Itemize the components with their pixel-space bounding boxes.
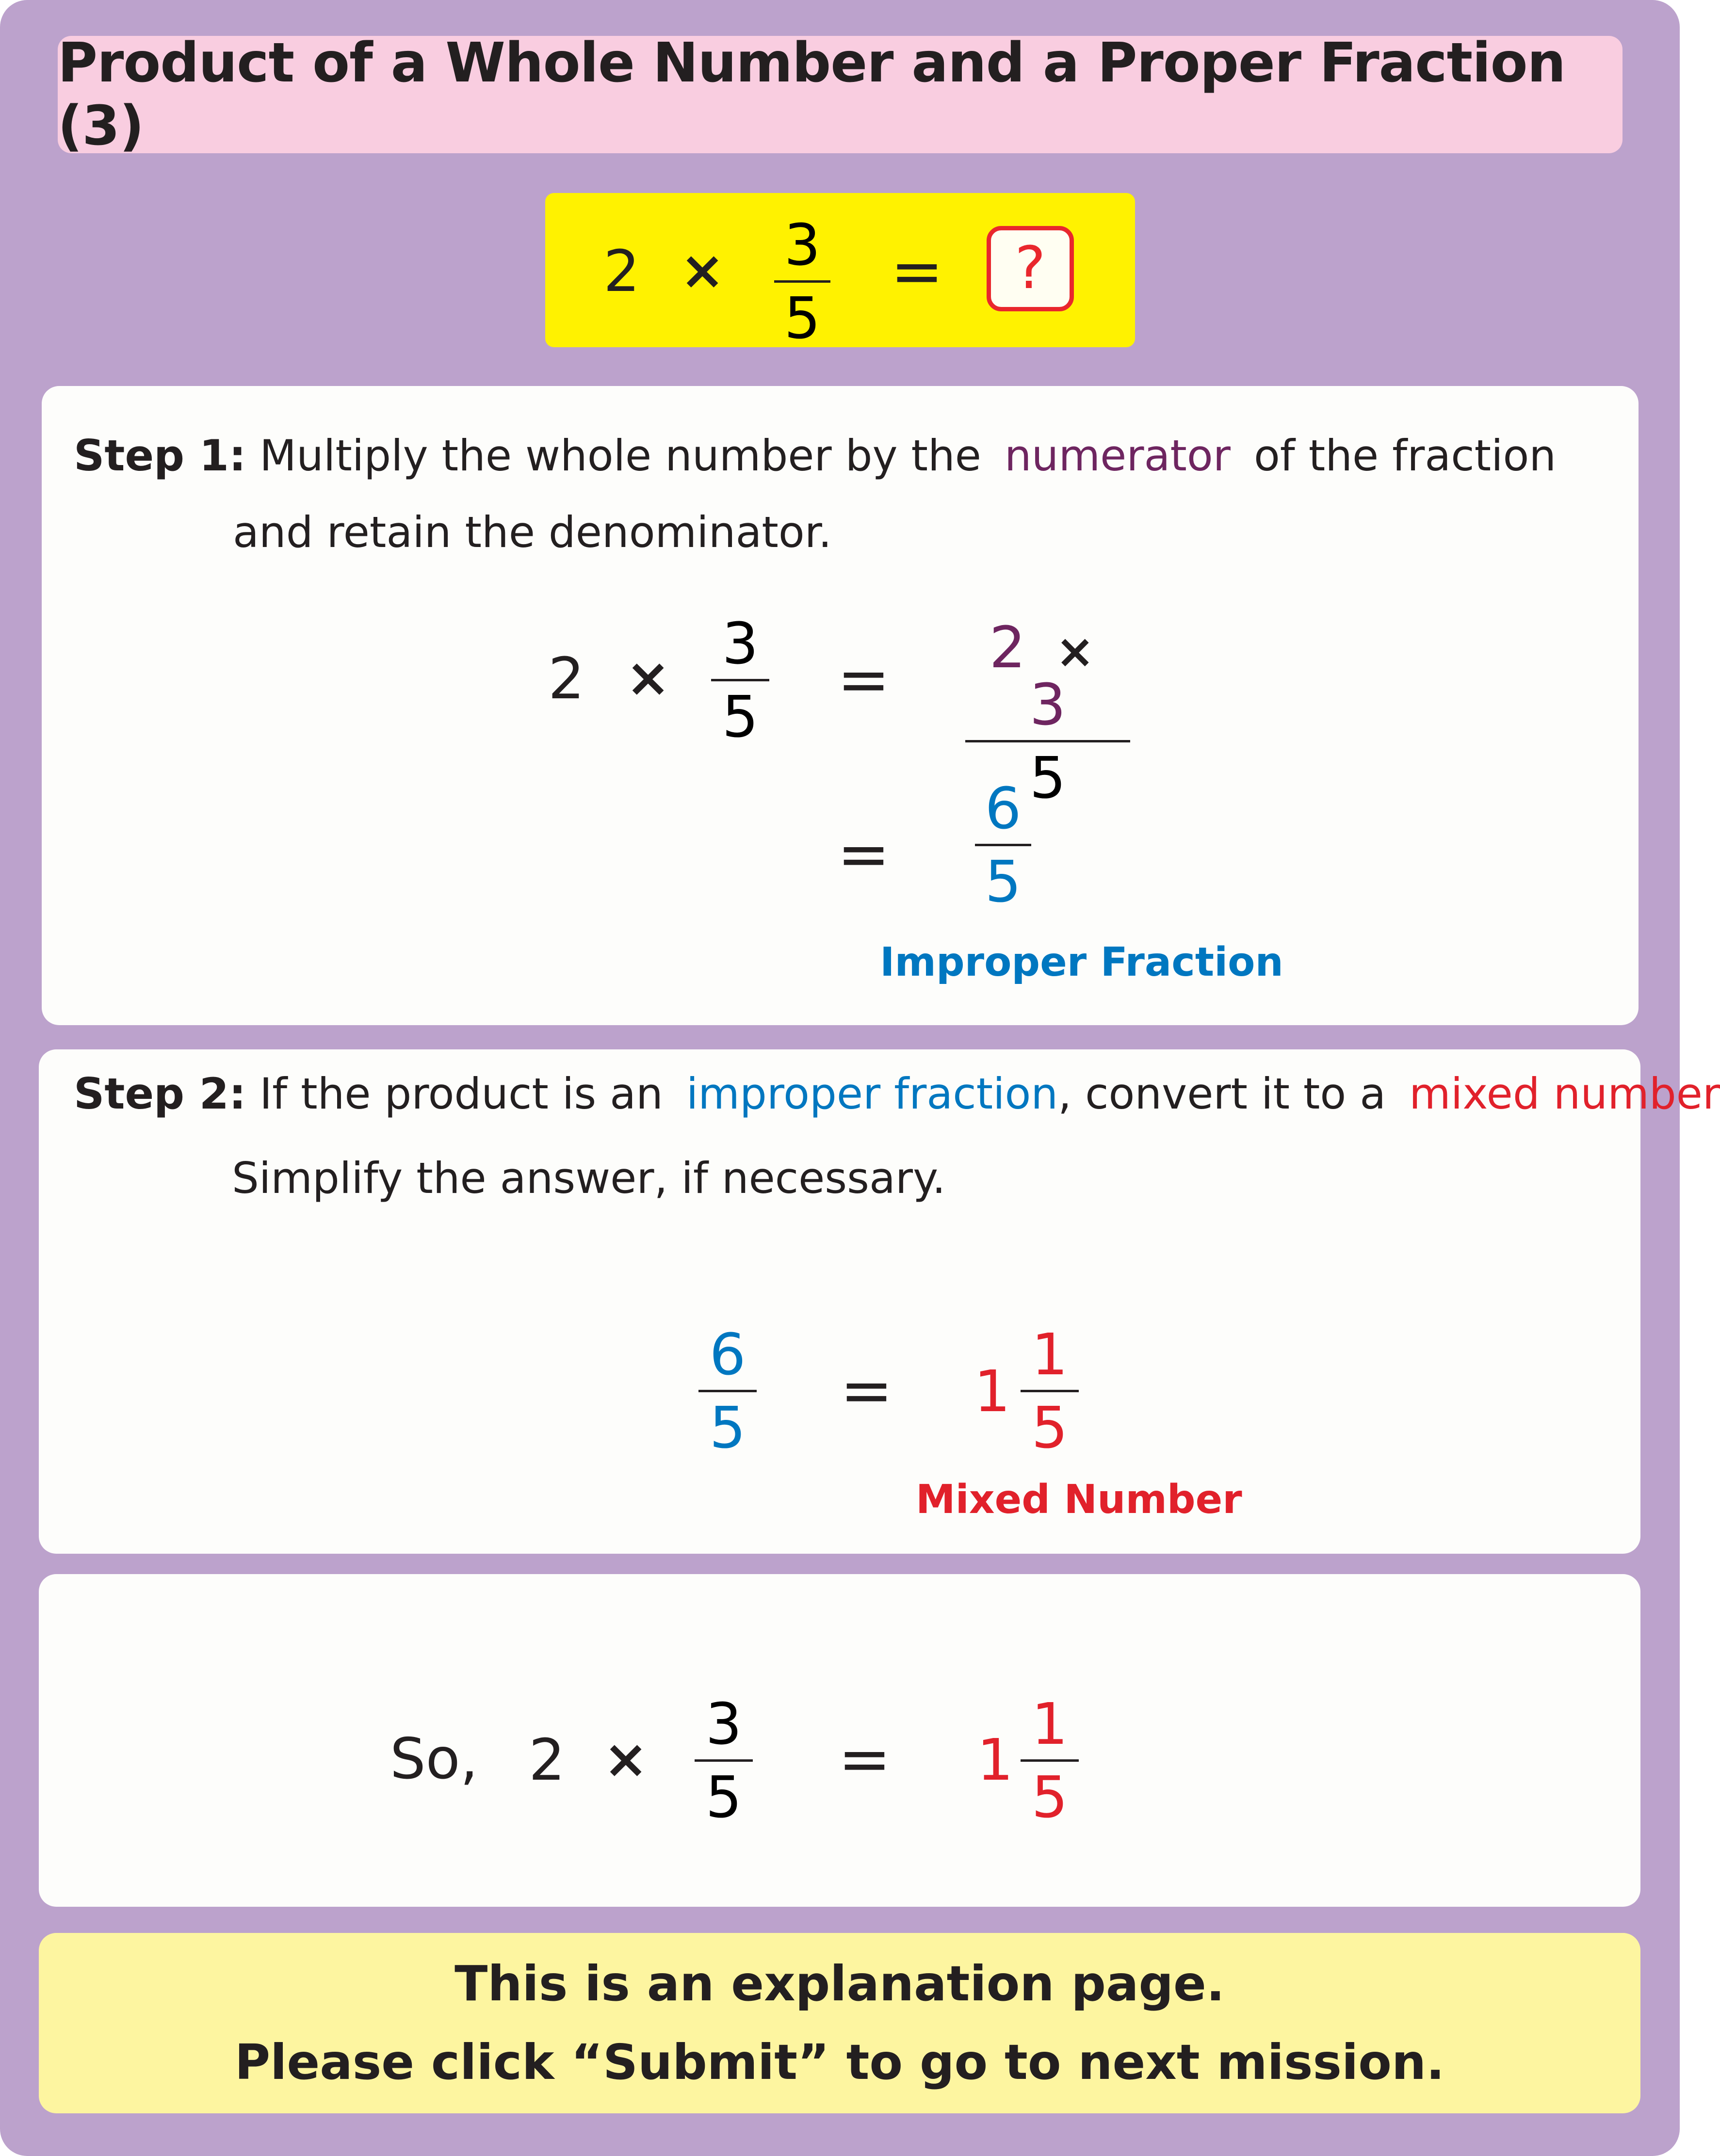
step2-label: Step 2: xyxy=(74,1069,246,1119)
improper-fraction-tag: Improper Fraction xyxy=(880,939,1283,985)
step1-equals: = xyxy=(837,643,890,716)
problem-box xyxy=(545,193,1135,352)
fraction-bar xyxy=(975,844,1031,846)
step1-result-equals: = xyxy=(837,817,890,891)
step1-result-numerator: 6 xyxy=(985,775,1022,842)
step1-card xyxy=(42,386,1639,1025)
step2-mixed-denominator: 5 xyxy=(1031,1394,1068,1461)
conclusion-mixed-fraction xyxy=(1021,1690,1079,1831)
step1-highlight-numerator: numerator xyxy=(1004,431,1231,481)
answer-placeholder-box xyxy=(987,226,1074,311)
step1-product-denominator: 5 xyxy=(1029,744,1066,811)
conclusion-mixed-numerator: 1 xyxy=(1031,1690,1068,1757)
step2-text-mid: , convert it to a xyxy=(1058,1069,1386,1119)
step1-label: Step 1: xyxy=(74,431,246,481)
conclusion-fraction xyxy=(695,1690,753,1831)
step1-numerator: 3 xyxy=(722,610,759,677)
step1-result-denominator: 5 xyxy=(985,848,1022,915)
step1-text-after: of the fraction xyxy=(1253,431,1557,481)
mixed-number-tag: Mixed Number xyxy=(916,1477,1242,1523)
step2-highlight-improper: improper fraction xyxy=(686,1069,1058,1119)
step2-mixed-fraction xyxy=(1021,1321,1079,1461)
step2-lhs-denominator: 5 xyxy=(709,1394,746,1461)
conclusion-card xyxy=(39,1574,1640,1907)
conclusion-equals: = xyxy=(838,1722,891,1796)
problem-equals: = xyxy=(891,234,943,308)
step1-product-numerator xyxy=(965,614,1130,738)
step2-card xyxy=(39,1049,1720,1554)
step1-text-before: Multiply the whole number by the xyxy=(260,431,981,481)
problem-denominator: 5 xyxy=(784,285,821,352)
title-banner xyxy=(58,32,1623,158)
fraction-bar xyxy=(695,1759,753,1762)
conclusion-whole: 2 xyxy=(529,1726,566,1793)
fraction-bar xyxy=(1021,1759,1079,1762)
step1-fraction xyxy=(711,610,769,750)
conclusion-numerator: 3 xyxy=(705,1690,742,1757)
step2-mixed-numerator: 1 xyxy=(1031,1321,1068,1388)
question-mark: ? xyxy=(1015,235,1046,302)
conclusion-denominator: 5 xyxy=(705,1764,742,1831)
footer-notice xyxy=(39,1933,1640,2113)
step1-denominator: 5 xyxy=(722,683,759,750)
conclusion-times: × xyxy=(603,1728,649,1790)
step2-lhs-numerator: 6 xyxy=(709,1321,746,1388)
step1-line1 xyxy=(74,431,1557,481)
conclusion-prefix: So, xyxy=(390,1726,478,1792)
conclusion-mixed-whole: 1 xyxy=(977,1726,1014,1793)
problem-fraction xyxy=(774,211,830,352)
fraction-bar xyxy=(774,280,830,283)
rhs-right-factor: 3 xyxy=(1029,671,1066,738)
step2-line2: Simplify the answer, if necessary. xyxy=(232,1153,946,1203)
step2-line1 xyxy=(74,1069,1720,1119)
step1-times: × xyxy=(626,646,671,708)
problem-numerator: 3 xyxy=(784,211,821,278)
step2-highlight-mixed: mixed number xyxy=(1409,1069,1720,1119)
problem-whole: 2 xyxy=(603,238,640,305)
step2-mixed-whole: 1 xyxy=(974,1358,1011,1425)
fraction-bar xyxy=(711,679,769,681)
problem-times: × xyxy=(680,239,725,301)
step2-lhs-fraction xyxy=(698,1321,757,1461)
fraction-bar xyxy=(1021,1390,1079,1392)
footer-line1: This is an explanation page. xyxy=(454,1955,1225,2012)
step1-whole: 2 xyxy=(548,645,585,712)
step1-result-fraction xyxy=(975,775,1031,915)
footer-line2: Please click “Submit” to go to next mission. xyxy=(234,2034,1445,2091)
fraction-bar xyxy=(698,1390,757,1392)
step1-line2: and retain the denominator. xyxy=(233,507,832,557)
rhs-left-factor: 2 xyxy=(989,614,1026,681)
step2-equals: = xyxy=(840,1353,893,1427)
page-title: Product of a Whole Number and a Proper Fraction (3) xyxy=(58,32,1566,158)
conclusion-mixed-denominator: 5 xyxy=(1031,1764,1068,1831)
rhs-times: × xyxy=(1055,624,1095,678)
fraction-bar xyxy=(965,740,1130,742)
step2-text-before: If the product is an xyxy=(260,1069,663,1119)
